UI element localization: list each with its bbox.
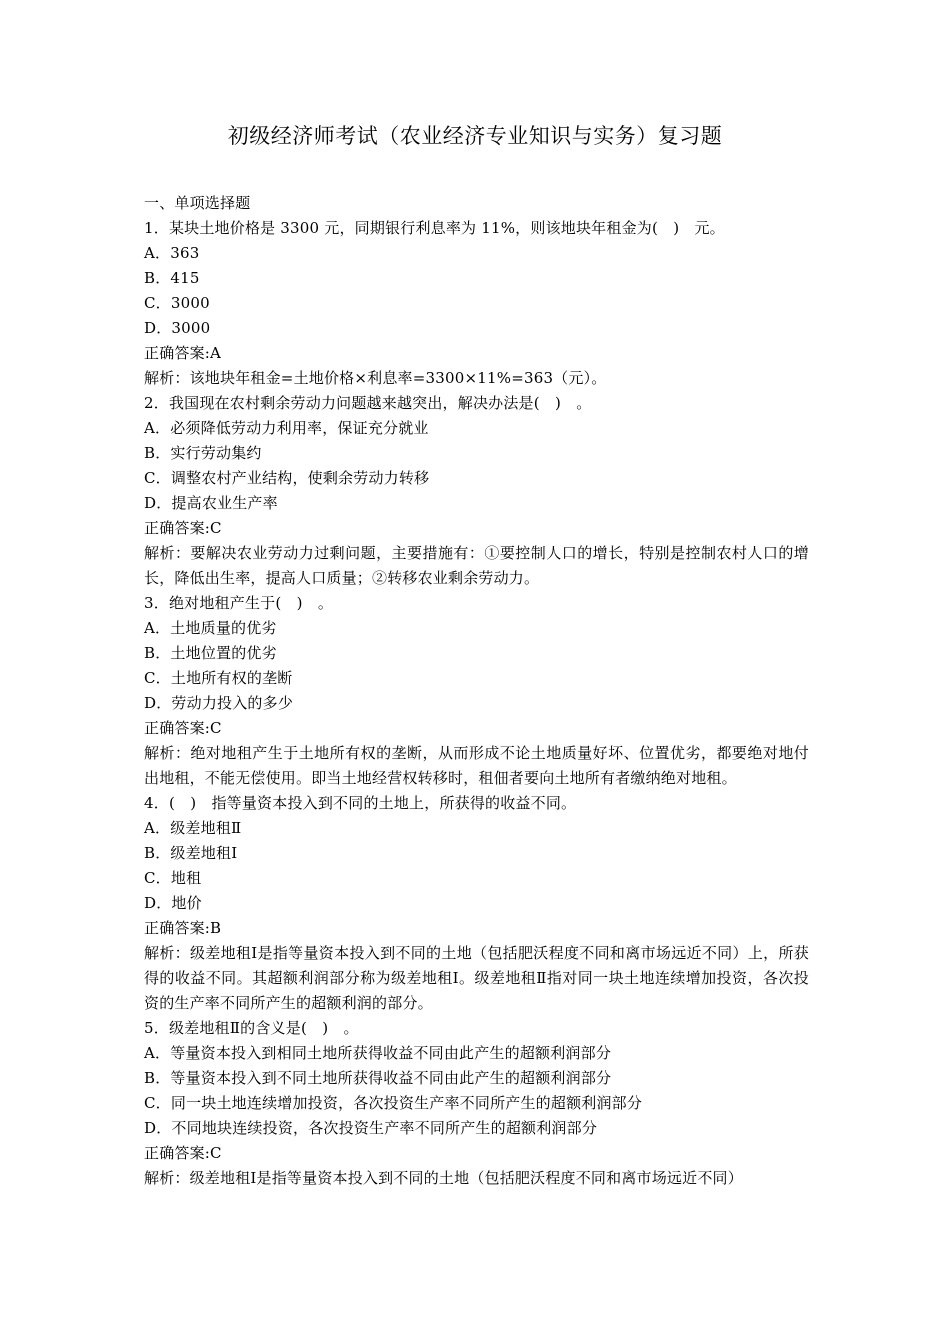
option-b: B．415: [144, 269, 200, 287]
analysis-text: 解析：绝对地租产生于土地所有权的垄断，从而形成不论土地质量好坏、位置优劣，都要绝对地付出地租，不能无偿使用。即当土地经营权转移时，租佃者要向土地所有者缴纳绝对地租。: [144, 744, 809, 787]
question-stem: 3．绝对地租产生于( ) 。: [144, 594, 334, 612]
question-stem: 1．某块土地价格是 3300 元，同期银行利息率为 11%，则该地块年租金为( ) 元。: [144, 219, 725, 237]
section-heading: 一、单项选择题: [144, 194, 251, 212]
correct-answer: 正确答案:B: [144, 919, 222, 937]
option-b: B．级差地租Ⅰ: [144, 844, 238, 862]
option-b: B．土地位置的优劣: [144, 644, 277, 662]
analysis-text: 解析：要解决农业劳动力过剩问题，主要措施有：①要控制人口的增长，特别是控制农村人口的增长，降低出生率，提高人口质量；②转移农业剩余劳动力。: [144, 544, 809, 587]
correct-answer: 正确答案:C: [144, 519, 222, 537]
option-b: B．实行劳动集约: [144, 444, 262, 462]
document-body: [144, 191, 809, 1191]
question-block: [144, 216, 809, 391]
question-stem: 5．级差地租Ⅱ的含义是( ) 。: [144, 1019, 359, 1037]
option-a: A．363: [144, 244, 200, 262]
question-stem: 4．( ) 指等量资本投入到不同的土地上，所获得的收益不同。: [144, 794, 577, 812]
option-b: B．等量资本投入到不同土地所获得收益不同由此产生的超额利润部分: [144, 1069, 612, 1087]
document-title: 初级经济师考试（农业经济专业知识与实务）复习题: [227, 124, 723, 148]
option-d: D．不同地块连续投资，各次投资生产率不同所产生的超额利润部分: [144, 1119, 598, 1137]
correct-answer: 正确答案:C: [144, 719, 222, 737]
correct-answer: 正确答案:A: [144, 344, 222, 362]
option-d: D．3000: [144, 319, 211, 337]
correct-answer: 正确答案:C: [144, 1144, 222, 1162]
option-c: C．3000: [144, 294, 210, 312]
option-c: C．地租: [144, 869, 202, 887]
analysis-text: 解析：该地块年租金=土地价格×利息率=3300×11%=363（元）。: [144, 369, 607, 387]
option-c: C．同一块土地连续增加投资，各次投资生产率不同所产生的超额利润部分: [144, 1094, 643, 1112]
option-d: D．地价: [144, 894, 202, 912]
option-c: C．土地所有权的垄断: [144, 669, 293, 687]
option-d: D．劳动力投入的多少: [144, 694, 294, 712]
option-d: D．提高农业生产率: [144, 494, 278, 512]
option-a: A．必须降低劳动力利用率，保证充分就业: [144, 419, 429, 437]
question-block: [144, 791, 809, 1016]
option-c: C．调整农村产业结构，使剩余劳动力转移: [144, 469, 430, 487]
analysis-text: 解析：级差地租Ⅰ是指等量资本投入到不同的土地（包括肥沃程度不同和离市场远近不同）上，所获得的收益不同。其超额利润部分称为级差地租Ⅰ。级差地租Ⅱ指对同一块土地连续增加投资，各次投资的生产率不同所产生的超额利润的部分。: [144, 944, 809, 1012]
question-block: [144, 391, 809, 591]
question-stem: 2．我国现在农村剩余劳动力问题越来越突出，解决办法是( ) 。: [144, 394, 592, 412]
option-a: A．等量资本投入到相同土地所获得收益不同由此产生的超额利润部分: [144, 1044, 612, 1062]
question-block: [144, 591, 809, 791]
question-block: [144, 1016, 809, 1191]
option-a: A．土地质量的优劣: [144, 619, 277, 637]
option-a: A．级差地租Ⅱ: [144, 819, 242, 837]
analysis-text: 解析：级差地租Ⅰ是指等量资本投入到不同的土地（包括肥沃程度不同和离市场远近不同）: [144, 1169, 743, 1187]
